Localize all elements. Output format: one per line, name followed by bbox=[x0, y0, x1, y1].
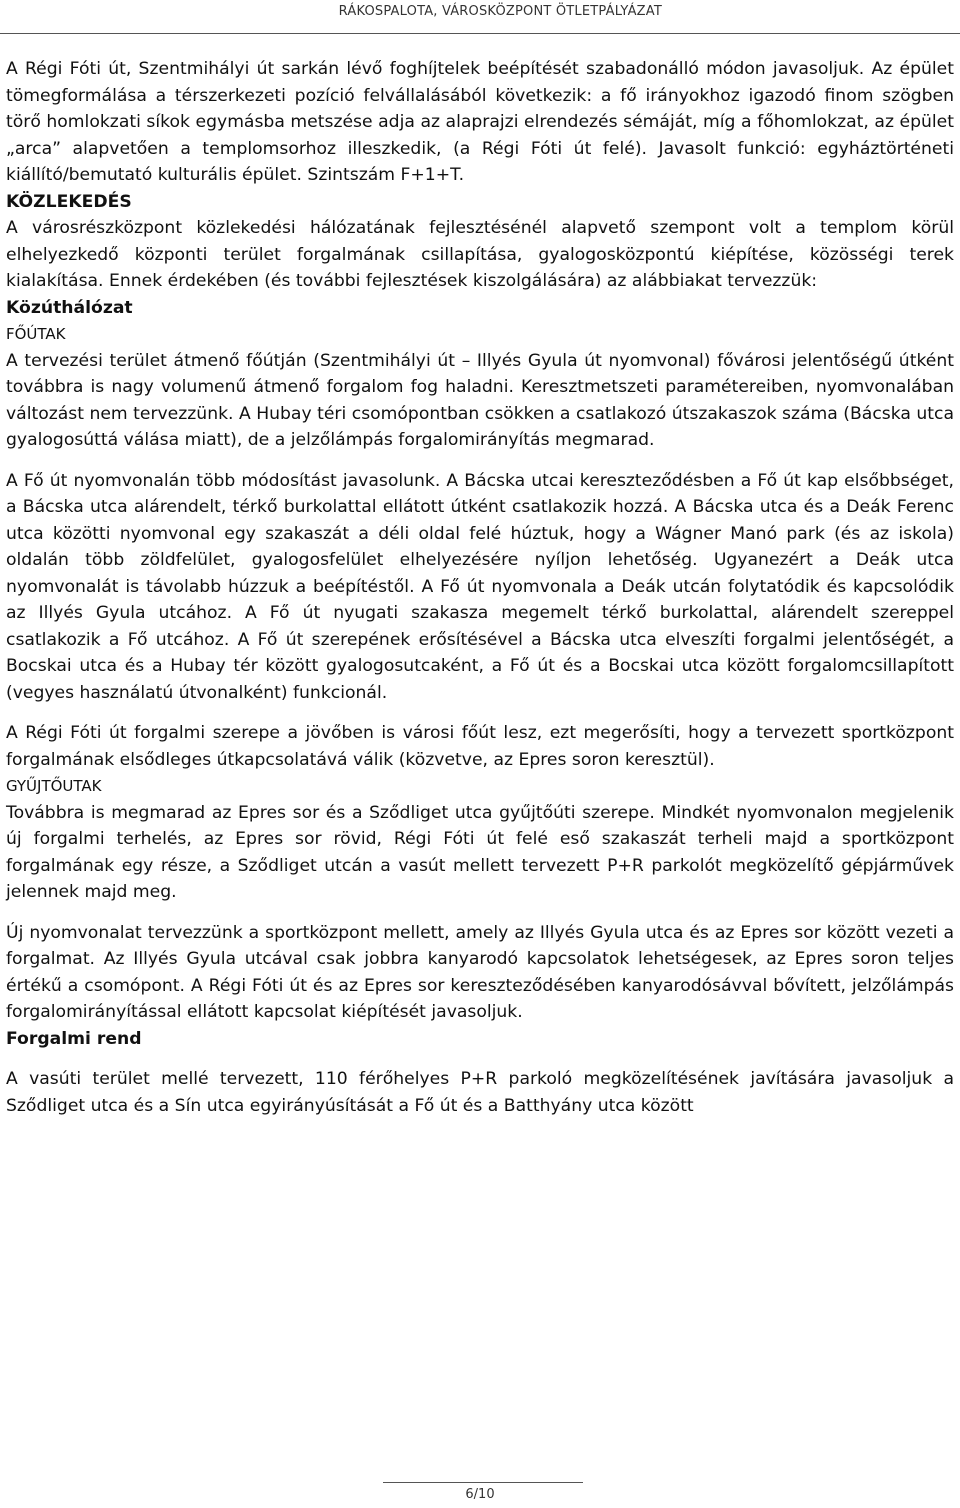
footer-rule bbox=[383, 1482, 583, 1483]
page-number: 6/10 bbox=[465, 1487, 495, 1502]
subsubheading-gyujtoutak: GYŰJTŐUTAK bbox=[6, 777, 102, 795]
paragraph-new-route: Új nyomvonalat tervezzünk a sportközpont mellett, amely az Illyés Gyula utca és az Epres sor között vezeti a forgalmat. Az Illyés Gyula utcával csak jobbra kanyarodó kapcsolatok lehetségesek, az Epres soron teljes értékű a csomópont. A Régi Fóti út és az Epres sor kereszteződésében kanyarodósávval bővített, jelzőlámpás forgalomirányítással ellátott kapcsolat kiépítését javasoljuk. bbox=[6, 922, 954, 1022]
paragraph-fo-ut: A Fő út nyomvonalán több módosítást javasolunk. A Bácska utcai kereszteződésben a Fő út kap elsőbbséget, a Bácska utca alárendelt, térkő burkolattal ellátott útként csatlakozik hozzá. A Bácska utca és a Deák Ferenc utca közötti nyomvonal egy szakaszát a déli oldal felé húztuk, hogy a Wágner Manó park (és az iskola) oldalán több zöldfelület, gyalogosfelület elhelyezésére nyíljon lehetőség. Ugyanezért a Deák utca nyomvonalát is távolabb húzzuk a beépítéstől. A Fő út nyomvonala a Deák utcán folytatódik és kapcsolódik az Illyés Gyula utcához. A Fő út nyugati szakasza megemelt térkő burkolattal, alárendelt szereppel csatlakozik a Fő utcához. A Fő út szerepének erősítésével a Bácska utca elveszíti forgalmi jelentőségét, a Bocskai utca és a Hubay tér között gyalogosutcaként, a Fő út és a Bocskai utca között forgalomcsillapított (vegyes használatú útvonalként) funkcionál. bbox=[6, 470, 954, 703]
section-heading-kozlekedes: KÖZLEKEDÉS bbox=[6, 191, 132, 212]
paragraph-network-intro: A városrészközpont közlekedési hálózatának fejlesztésénél alapvető szempont volt a templom körül elhelyezkedő központi terület forgalmának csillapítása, gyalogosközpontú kiépítése, közösségi terek kialakítása. Ennek érdekében (és további fejlesztések kiszolgálására) az alábbiakat tervezzük: bbox=[6, 218, 954, 291]
paragraph-regi-foti-ut: A Régi Fóti út forgalmi szerepe a jövőben is városi főút lesz, ezt megerősíti, hogy a tervezett sportközpont forgalmának elsődleges útkapcsolatává válik (közvetve, az Epres soron keresztül). bbox=[6, 723, 954, 770]
subheading-forgalmi-rend: Forgalmi rend bbox=[6, 1028, 142, 1049]
running-header: RÁKOSPALOTA, VÁROSKÖZPONT ÖTLETPÁLYÁZAT bbox=[338, 4, 662, 19]
paragraph-building: A Régi Fóti út, Szentmihályi út sarkán lévő foghíjtelek beépítését szabadonálló módon javasoljuk. Az épület tömegformálása a térszerkezeti pozíció felvállalásából következik: a fő irányokhoz igazodó finom szögben törő homlokzati síkok egymásba metszése adja az alaprajzi elrendezés sémáját, míg a főhomlokzat, az épület „arca” alapvetően a templomsorhoz illeszkedik, (a Régi Fóti út felé). Javasolt funkció: egyháztörténeti kiállító/bemutató kulturális épület. Szintszám F+1+T. bbox=[6, 59, 954, 185]
paragraph-collector-roads: Továbbra is megmarad az Epres sor és a Sződliget utca gyűjtőúti szerepe. Mindkét nyomvonalon megjelenik új forgalmi terhelés, az Epres sor rövid, Régi Fóti út felé eső szakaszát terheli majd a sportközpont forgalmának egy része, a Sződliget utcán a vasút mellett tervezett P+R parkolót megközelítő gépjárművek jelennek majd meg. bbox=[6, 802, 954, 902]
header-rule bbox=[0, 33, 960, 34]
subsubheading-foutak: FŐÚTAK bbox=[6, 325, 66, 343]
paragraph-main-road: A tervezési terület átmenő főútján (Szentmihályi út – Illyés Gyula út nyomvonal) fővárosi jelentőségű útként továbbra is nagy volumenű átmenő forgalom fog haladni. Keresztmetszeti paramétereiben, nyomvonalában változást nem tervezzünk. A Hubay téri csomópontban csökken a csatlakozó útszakaszok száma (Bácska utca gyalogosúttá válása miatt), de a jelzőlámpás forgalomirányítás megmarad. bbox=[6, 350, 954, 450]
paragraph-traffic-order: A vasúti terület mellé tervezett, 110 férőhelyes P+R parkoló megközelítésének javítására javasoljuk a Sződliget utca és a Sín utca egyirányúsítását a Fő út és a Batthyány utca között bbox=[6, 1069, 954, 1116]
document-body bbox=[6, 56, 954, 1119]
subheading-kozuthalozat: Közúthálózat bbox=[6, 297, 133, 318]
